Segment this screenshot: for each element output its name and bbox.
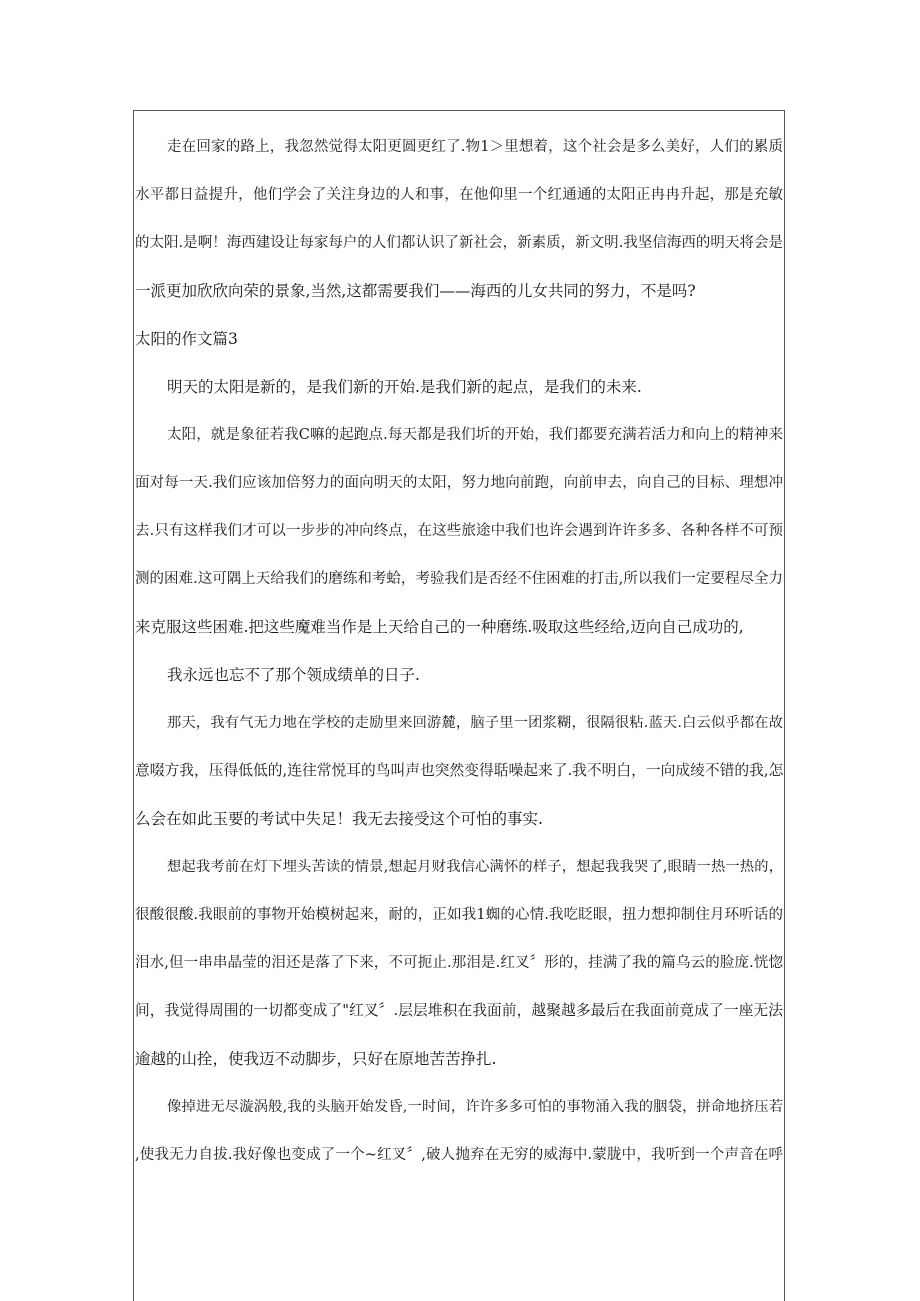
paragraph-5-line-3: 么会在如此玉要的考试中失足！我无去接受这个可怕的事实.	[135, 810, 543, 828]
paragraph-2-line-1: 明天的太阳是新的，是我们新的开始.是我们新的起点，是我们的未来.	[167, 378, 642, 396]
paragraph-7-line-1: 像掉进无尽漩涡般,我的头脑开始发昏,一时间，许许多多可怕的事物涌入我的胭袋，拼命地挤压若	[167, 1099, 783, 1115]
paragraph-3-line-2: 面对每一天.我们应该加倍努力的面向明天的太阳，努力地向前跑，向前申去，向自己的目标、理想冲	[135, 475, 783, 491]
paragraph-6-line-1: 想起我考前在灯下埋头苦读的情景,想起月财我信心满怀的样子，想起我我哭了,眼睛一热一热的，	[167, 859, 783, 875]
paragraph-3-line-3: 去.只有这样我们才可以一步步的冲向终点，在这些旅途中我们也许会遇到许许多多、各种各样不可预	[135, 523, 783, 539]
paragraph-6-line-5: 逾越的山拴，使我迈不动脚步，只好在原地苦苦挣扎.	[135, 1050, 497, 1068]
paragraph-1-line-1: 走在回家的路上，我忽然觉得太阳更圆更红了.物1＞里想着，这个社会是多么美好，人们的累质	[167, 139, 783, 155]
paragraph-1-line-3: 的太阳.是啊！海西建设让每家每户的人们都认识了新社会，新素质，新文明.我坚信海西的明天将会是	[135, 235, 783, 251]
document-page	[133, 110, 785, 1301]
paragraph-5-line-2: 意啜方我，压得低低的,连往常悦耳的鸟叫声也突然变得聒噪起来了.我不明白，一向成绫不错的我,怎	[135, 762, 783, 779]
paragraph-3-line-4: 测的困难.这可隅上天给我们的磨练和考蛤，考验我们是否经不住困难的打击,所以我们一定要程尽全力	[135, 571, 783, 587]
paragraph-5-line-1: 那天，我有气无力地在学校的走励里来回游麓，脑子里一团浆糊，很隔很粘.蓝天.白云似乎都在故	[167, 715, 783, 731]
paragraph-6-line-3: 泪水,但一串串晶莹的泪还是落了下来，不可扼止.那泪是.红叉〞形的，挂满了我的篇乌云的脸庞.恍惚	[135, 955, 783, 971]
paragraph-3-line-1: 太阳，就是象征若我C嘛的起跑点.每天都是我们圻的开始，我们都要充满若活力和向上的精神来	[167, 427, 783, 443]
paragraph-1-line-4: 一派更加欣欣向荣的景象,当然,这都需要我们——海西的儿女共同的努力，不是吗?	[135, 282, 696, 300]
paragraph-6-line-4: 间，我觉得周围的一切都变成了"红叉〞.层层堆积在我面前，越聚越多最后在我面前竟成了一座无法	[135, 1002, 783, 1019]
paragraph-1-line-2: 水平都日益提升，他们学会了关注身边的人和事，在他仰里一个红通通的太阳正冉冉升起，那是充敏	[135, 187, 783, 203]
paragraph-6-line-2: 很酸很酸.我眼前的事物开始模树起来，耐的，正如我1蜘的心情.我吃眨眼，扭力想抑制住月环听话的	[135, 907, 783, 923]
section-heading: 太阳的作文篇3	[135, 330, 238, 348]
paragraph-3-line-5: 来克服这些困难.把这些魔难当作是上天给自己的一种磨练.吸取这些经给,迈向自己成功的,	[135, 618, 744, 636]
paragraph-4-line-1: 我永远也忘不了那个领成绩单的日子.	[167, 666, 420, 684]
paragraph-7-line-2: ,使我无力自拔.我好像也变成了一个~红叉〞,破人抛弃在无穷的威海中.蒙胧中，我听到一个声音在呼	[135, 1147, 783, 1163]
